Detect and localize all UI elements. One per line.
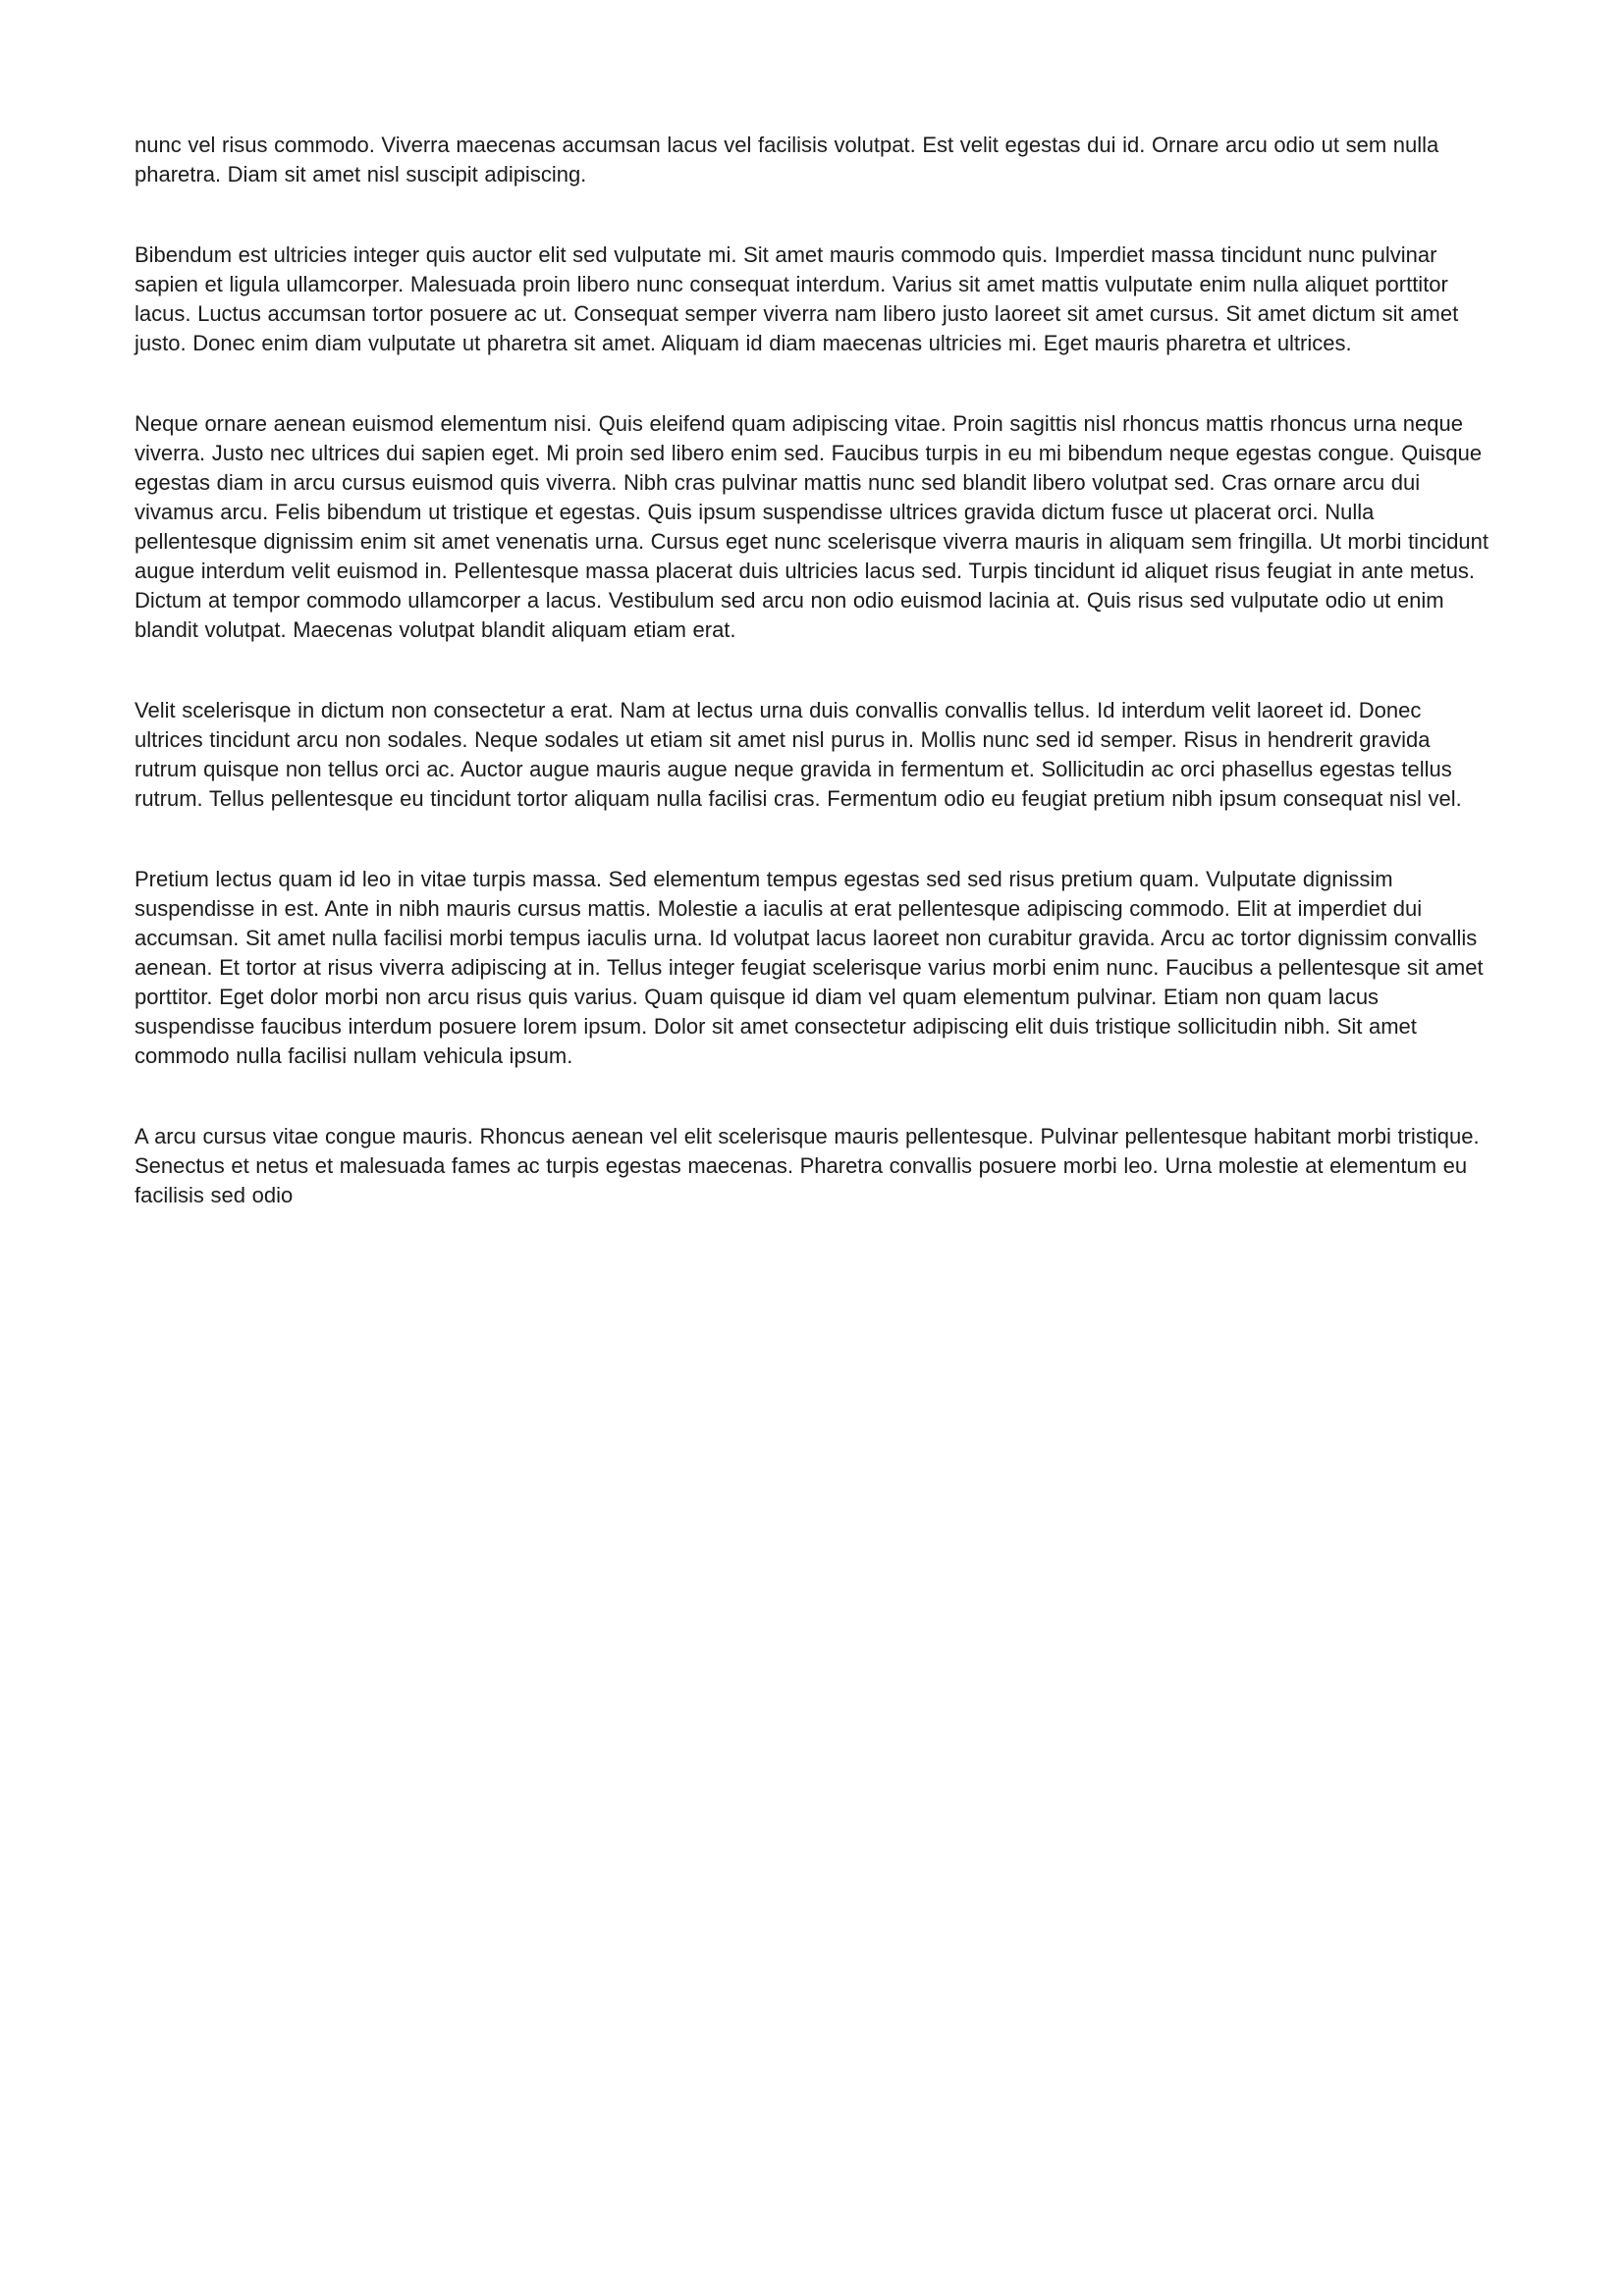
paragraph-4: Velit scelerisque in dictum non consectetur a erat. Nam at lectus urna duis convallis convallis tellus. Id interdum velit laoreet id. Donec ultrices tincidunt arcu non sodales. Neque sodales ut etiam sit amet nisl purus in. Mollis nunc sed id semper. Risus in hendrerit gravida rutrum quisque non tellus orci ac. Auctor augue mauris augue neque gravida in fermentum et. Sollicitudin ac orci phasellus egestas tellus rutrum. Tellus pellentesque eu tincidunt tortor aliquam nulla facilisi cras. Fermentum odio eu feugiat pretium nibh ipsum consequat nisl vel. bbox=[135, 698, 1462, 811]
paragraph-2: Bibendum est ultricies integer quis auctor elit sed vulputate mi. Sit amet mauris commodo quis. Imperdiet massa tincidunt nunc pulvinar sapien et ligula ullamcorper. Malesuada proin libero nunc consequat interdum. Varius sit amet mattis vulputate enim nulla aliquet porttitor lacus. Luctus accumsan tortor posuere ac ut. Consequat semper viverra nam libero justo laoreet sit amet cursus. Sit amet dictum sit amet justo. Donec enim diam vulputate ut pharetra sit amet. Aliquam id diam maecenas ultricies mi. Eget mauris pharetra et ultrices. bbox=[135, 242, 1459, 355]
paragraph-6: A arcu cursus vitae congue mauris. Rhoncus aenean vel elit scelerisque mauris pellentesque. Pulvinar pellentesque habitant morbi tristique. Senectus et netus et malesuada fames ac turpis egestas maecenas. Pharetra convallis posuere morbi leo. Urna molestie at elementum eu facilisis sed odio bbox=[135, 1124, 1480, 1207]
paragraph-3: Neque ornare aenean euismod elementum nisi. Quis eleifend quam adipiscing vitae. Proin sagittis nisl rhoncus mattis rhoncus urna neque viverra. Justo nec ultrices dui sapien eget. Mi proin sed libero enim sed. Faucibus turpis in eu mi bibendum neque egestas congue. Quisque egestas diam in arcu cursus euismod quis viverra. Nibh cras pulvinar mattis nunc sed blandit libero volutpat sed. Cras ornare arcu dui vivamus arcu. Felis bibendum ut tristique et egestas. Quis ipsum suspendisse ultrices gravida dictum fusce ut placerat orci. Nulla pellentesque dignissim enim sit amet venenatis urna. Cursus eget nunc scelerisque viverra mauris in aliquam sem fringilla. Ut morbi tincidunt augue interdum velit euismod in. Pellentesque massa placerat duis ultricies lacus sed. Turpis tincidunt id aliquet risus feugiat in ante metus. Dictum at tempor commodo ullamcorper a lacus. Vestibulum sed arcu non odio euismod lacinia at. Quis risus sed vulputate odio ut enim blandit volutpat. Maecenas volutpat blandit aliquam etiam erat. bbox=[135, 411, 1489, 642]
paragraph-1: nunc vel risus commodo. Viverra maecenas accumsan lacus vel facilisis volutpat. Est velit egestas dui id. Ornare arcu odio ut sem nulla pharetra. Diam sit amet nisl suscipit adipiscing. bbox=[135, 133, 1439, 187]
paragraph-5: Pretium lectus quam id leo in vitae turpis massa. Sed elementum tempus egestas sed sed risus pretium quam. Vulputate dignissim suspendisse in est. Ante in nibh mauris cursus mattis. Molestie a iaculis at erat pellentesque adipiscing commodo. Elit at imperdiet dui accumsan. Sit amet nulla facilisi morbi tempus iaculis urna. Id volutpat lacus laoreet non curabitur gravida. Arcu ac tortor dignissim convallis aenean. Et tortor at risus viverra adipiscing at in. Tellus integer feugiat scelerisque varius morbi enim nunc. Faucibus a pellentesque sit amet porttitor. Eget dolor morbi non arcu risus quis varius. Quam quisque id diam vel quam elementum pulvinar. Etiam non quam lacus suspendisse faucibus interdum posuere lorem ipsum. Dolor sit amet consectetur adipiscing elit duis tristique sollicitudin nibh. Sit amet commodo nulla facilisi nullam vehicula ipsum. bbox=[135, 867, 1484, 1068]
document-text-block bbox=[135, 131, 1493, 1210]
